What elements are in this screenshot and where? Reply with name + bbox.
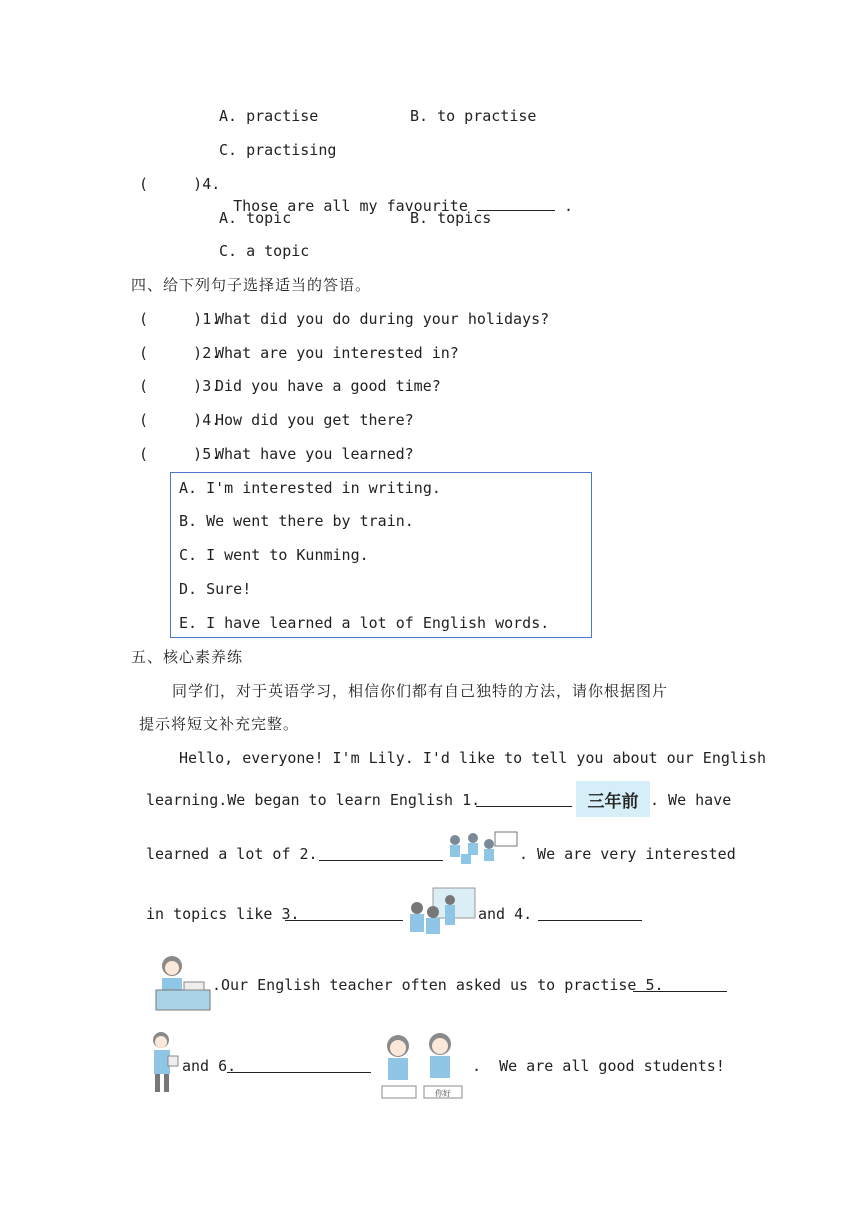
s4-q4-text: How did you get there? <box>215 411 414 429</box>
q3-option-a: A. practise <box>219 107 319 125</box>
answer-b: B. We went there by train. <box>179 512 414 530</box>
section5-title: 五、核心素养练 <box>131 648 244 666</box>
section5-intro-line2: 提示将短文补充完整。 <box>139 715 300 733</box>
classroom-picture <box>405 886 477 938</box>
s4-q5-paren: ( )5. <box>139 445 221 463</box>
section5-intro-line1: 同学们，对于英语学习，相信你们都有自己独特的方法，请你根据图片 <box>172 682 669 700</box>
passage-line5: .Our English teacher often asked us to practise 5. <box>212 976 664 994</box>
q3-option-c: C. practising <box>219 141 337 159</box>
q4-end: . <box>563 197 573 215</box>
s4-q2-text: What are you interested in? <box>215 344 459 362</box>
s4-q1-paren: ( )1. <box>139 310 221 328</box>
girl-writing-picture <box>148 952 212 1014</box>
card-text-hello: 你好 <box>435 1089 451 1098</box>
s4-q5-text: What have you learned? <box>215 445 414 463</box>
passage-line4a: in topics like 3. <box>146 905 300 923</box>
s4-q2-paren: ( )2. <box>139 344 221 362</box>
answer-e: E. I have learned a lot of English words. <box>179 614 550 632</box>
kids-talking-picture <box>445 828 521 872</box>
answer-c: C. I went to Kunming. <box>179 546 369 564</box>
blank-4[interactable] <box>538 904 642 921</box>
blank-6[interactable] <box>227 1056 371 1073</box>
s4-q3-text: Did you have a good time? <box>215 377 441 395</box>
section4-title: 四、给下列句子选择适当的答语。 <box>131 276 372 294</box>
passage-line3b: . We are very interested <box>519 845 736 863</box>
passage-line2b: . We have <box>650 791 732 809</box>
girl-reading-picture <box>146 1030 182 1096</box>
blank-1[interactable] <box>476 790 572 807</box>
passage-line6b: . We are all good students! <box>472 1057 725 1075</box>
answer-a: A. I'm interested in writing. <box>179 479 441 497</box>
q3-option-b: B. to practise <box>410 107 537 125</box>
q4-paren: ( )4. <box>139 175 221 193</box>
hint-label-three-years-ago: 三年前 <box>576 781 650 817</box>
blank-5[interactable] <box>633 975 727 992</box>
q4-option-c: C. a topic <box>219 242 310 260</box>
blank-3[interactable] <box>285 904 403 921</box>
girls-talking-picture <box>376 1028 472 1100</box>
passage-line1: Hello, everyone! I'm Lily. I'd like to tell you about our English <box>179 749 766 767</box>
answer-d: D. Sure! <box>179 580 252 598</box>
passage-line3a: learned a lot of 2. <box>146 845 318 863</box>
s4-q1-text: What did you do during your holidays? <box>215 310 550 328</box>
q4-option-a: A. topic <box>219 209 292 227</box>
blank-2[interactable] <box>319 844 443 861</box>
passage-line6a: and 6. <box>182 1057 237 1075</box>
q4-option-b: B. topics <box>410 209 492 227</box>
s4-q4-paren: ( )4. <box>139 411 221 429</box>
q4-text: Those are all my favourite <box>233 197 468 215</box>
s4-q3-paren: ( )3. <box>139 377 221 395</box>
passage-line4b: and 4. <box>478 905 533 923</box>
passage-line2a: learning.We began to learn English 1. <box>146 791 481 809</box>
